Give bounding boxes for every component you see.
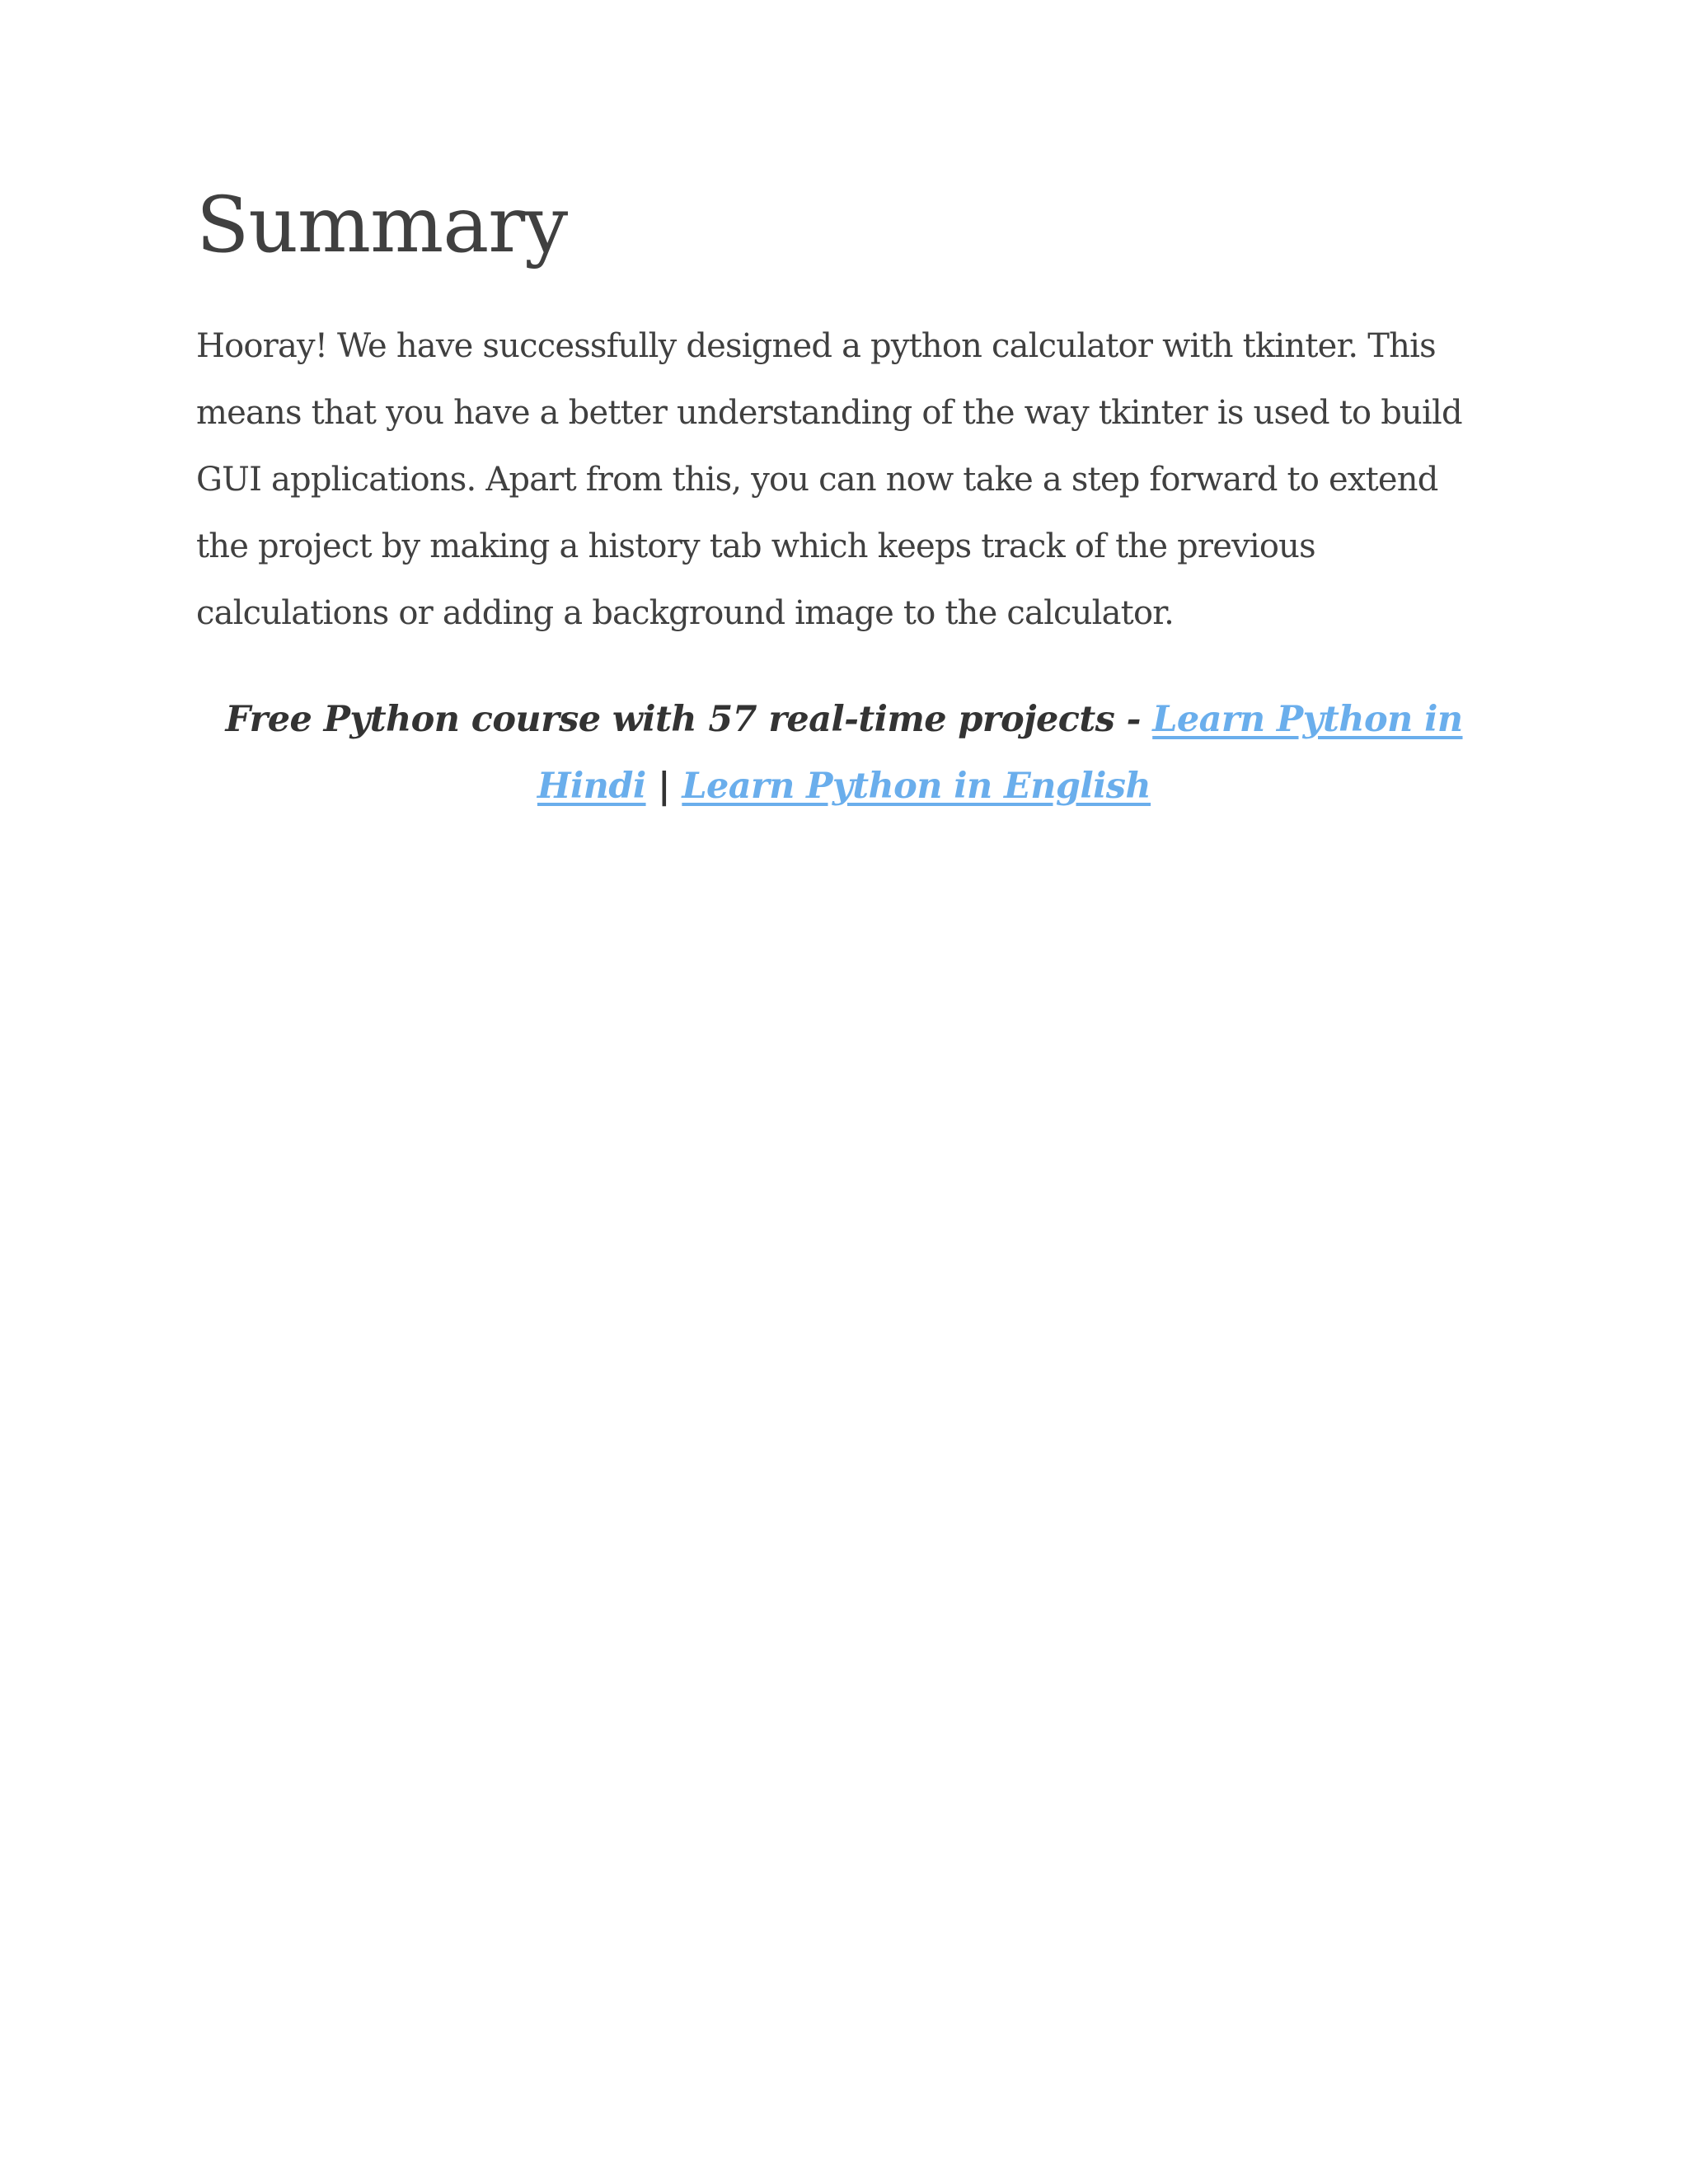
learn-python-hindi-link[interactable]: Learn Python in Hindi (537, 699, 1463, 808)
promo-text: Free Python course with 57 real-time projects - (225, 699, 1153, 741)
link-separator: | (657, 766, 670, 808)
course-promo (196, 687, 1492, 820)
learn-python-english-link[interactable]: Learn Python in English (682, 766, 1151, 808)
section-heading: Summary (196, 180, 568, 270)
summary-paragraph: Hooray! We have successfully designed a python calculator with tkinter. This means that you have a better understanding of the way tkinter is used to build GUI applications. Apart from this, you can now take a step forward to extend the project by making a history tab which keeps track of the previous calculations or adding a background image to the calculator. (196, 327, 1462, 633)
article-content (196, 181, 1492, 820)
